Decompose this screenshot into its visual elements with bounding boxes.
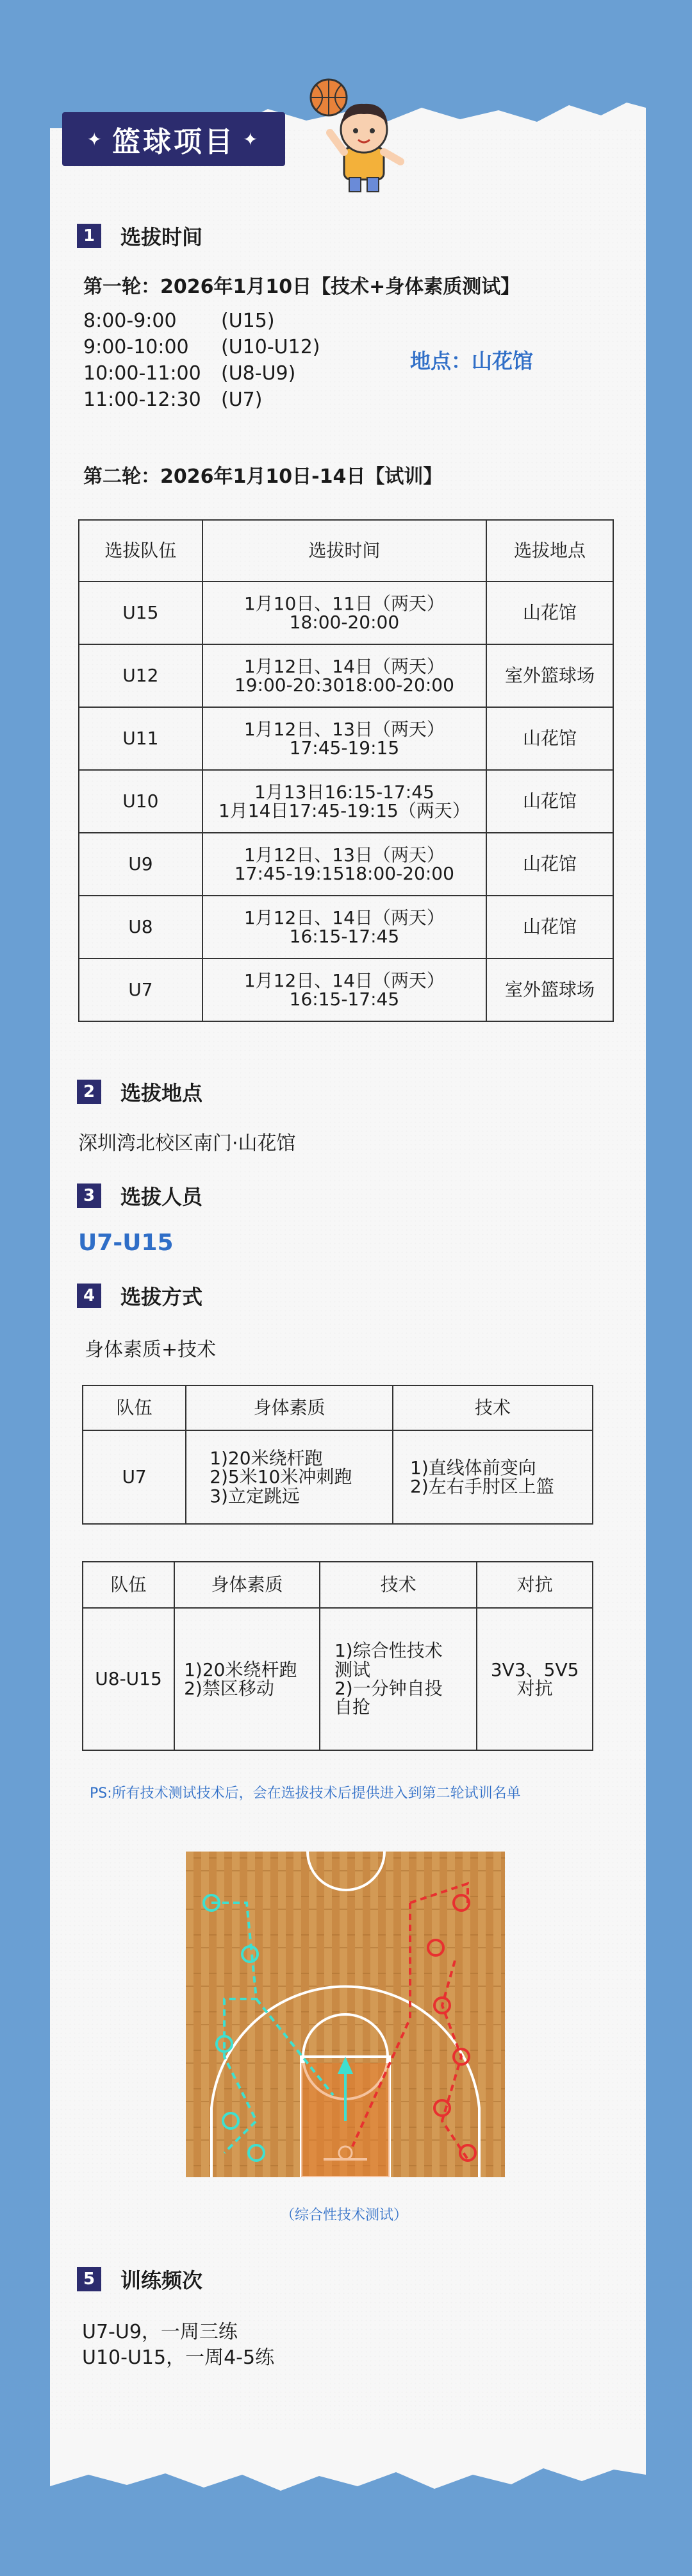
table-header: 选拔队伍 [79,520,202,581]
section-number: 3 [77,1183,101,1208]
team-cell: U8 [79,896,202,958]
team-cell: U12 [79,644,202,707]
section-title: 选拔地点 [120,1081,203,1105]
table-row [79,896,613,958]
frequency-line: U10-U15，一周4-5练 [82,2346,275,2369]
round1-slot-time: 11:00-12:30 [83,389,201,411]
table-header: 选拔地点 [486,520,613,581]
ps-note: PS:所有技术测试技术后，会在选拔技术后提供进入到第二轮试训名单 [90,1786,521,1802]
selection-personnel: U7-U15 [78,1230,174,1256]
round1-slot-group: (U15) [221,310,275,332]
section-title: 选拔方式 [120,1285,203,1309]
time-cell: 1月12日、13日（两天） 17:45-19:15 [202,707,486,770]
section-title: 训练频次 [120,2268,203,2293]
method-table-u7 [82,1385,593,1525]
contest-cell: 3V3、5V5 对抗 [477,1608,593,1750]
frequency-line: U7-U9，一周三练 [82,2321,238,2343]
round1-slot-group: (U8-U9) [221,362,296,385]
physical-cell: 1)20米绕杆跑 2)5米10米冲刺跑 3)立定跳远 [186,1430,393,1524]
round1-slot-time: 9:00-10:00 [83,336,189,358]
table-row [83,1430,593,1524]
table-row [79,644,613,707]
table-header: 选拔时间 [202,520,486,581]
table-row [83,1608,593,1750]
round1-slot-group: (U7) [221,389,263,411]
page-title-tag [62,112,285,166]
page-title: 篮球项目 [112,126,235,158]
time-cell: 1月12日、13日（两天） 17:45-19:1518:00-20:00 [202,833,486,896]
table-row [79,833,613,896]
time-cell: 1月12日、14日（两天） 16:15-17:45 [202,958,486,1021]
selection-location: 深圳湾北校区南门·山花馆 [78,1132,296,1155]
sparkle-icon: ✦ [243,128,261,150]
place-cell: 山花馆 [486,707,613,770]
technique-cell: 1)综合性技术 测试 2)一分钟自投 自抢 [320,1608,477,1750]
table-header: 队伍 [83,1385,186,1430]
physical-cell: 1)20米绕杆跑 2)禁区移动 [174,1608,320,1750]
place-cell: 山花馆 [486,896,613,958]
basketball-kid-mascot-icon [304,72,413,194]
place-cell: 室外篮球场 [486,958,613,1021]
section-5-heading [77,2264,202,2294]
table-header: 技术 [320,1562,477,1608]
table-row [79,958,613,1021]
table-row [79,581,613,644]
section-number: 2 [77,1080,101,1104]
table-header: 身体素质 [186,1385,393,1430]
method-table-u8-u15 [82,1561,593,1751]
time-cell: 1月12日、14日（两天） 19:00-20:3018:00-20:00 [202,644,486,707]
round1-slot-time: 8:00-9:00 [83,310,177,332]
method-summary: 身体素质+技术 [85,1339,217,1361]
place-cell: 山花馆 [486,581,613,644]
table-header: 对抗 [477,1562,593,1608]
table-header: 队伍 [83,1562,174,1608]
team-cell: U7 [83,1430,186,1524]
section-number: 1 [77,224,101,248]
place-cell: 山花馆 [486,833,613,896]
place-cell: 山花馆 [486,770,613,833]
team-cell: U9 [79,833,202,896]
team-cell: U8-U15 [83,1608,174,1750]
table-row [79,770,613,833]
basketball-court-diagram [186,1852,505,2177]
section-4-heading [77,1281,202,1310]
round1-slot-time: 10:00-11:00 [83,362,201,385]
team-cell: U7 [79,958,202,1021]
section-2-heading [77,1077,202,1107]
section-number: 5 [77,2267,101,2291]
time-cell: 1月13日16:15-17:45 1月14日17:45-19:15（两天） [202,770,486,833]
round2-heading: 第二轮：2026年1月10日-14日【试训】 [83,465,443,488]
section-title: 选拔人员 [120,1185,203,1209]
court-caption: （综合性技术测试） [281,2207,408,2223]
round1-venue: 地点：山花馆 [410,349,534,373]
table-header: 技术 [393,1385,593,1430]
table-header: 身体素质 [174,1562,320,1608]
team-cell: U15 [79,581,202,644]
section-title: 选拔时间 [120,225,203,249]
time-cell: 1月12日、14日（两天） 16:15-17:45 [202,896,486,958]
round2-schedule-table [78,519,614,1022]
team-cell: U11 [79,707,202,770]
section-1-heading [77,221,202,251]
section-number: 4 [77,1284,101,1308]
place-cell: 室外篮球场 [486,644,613,707]
round1-heading: 第一轮：2026年1月10日【技术+身体素质测试】 [83,276,520,298]
team-cell: U10 [79,770,202,833]
sparkle-icon: ✦ [86,128,104,150]
table-row [79,707,613,770]
technique-cell: 1)直线体前变向 2)左右手肘区上篮 [393,1430,593,1524]
round1-slot-group: (U10-U12) [221,336,320,358]
time-cell: 1月10日、11日（两天） 18:00-20:00 [202,581,486,644]
section-3-heading [77,1181,202,1210]
torn-paper-bottom [50,2430,646,2500]
